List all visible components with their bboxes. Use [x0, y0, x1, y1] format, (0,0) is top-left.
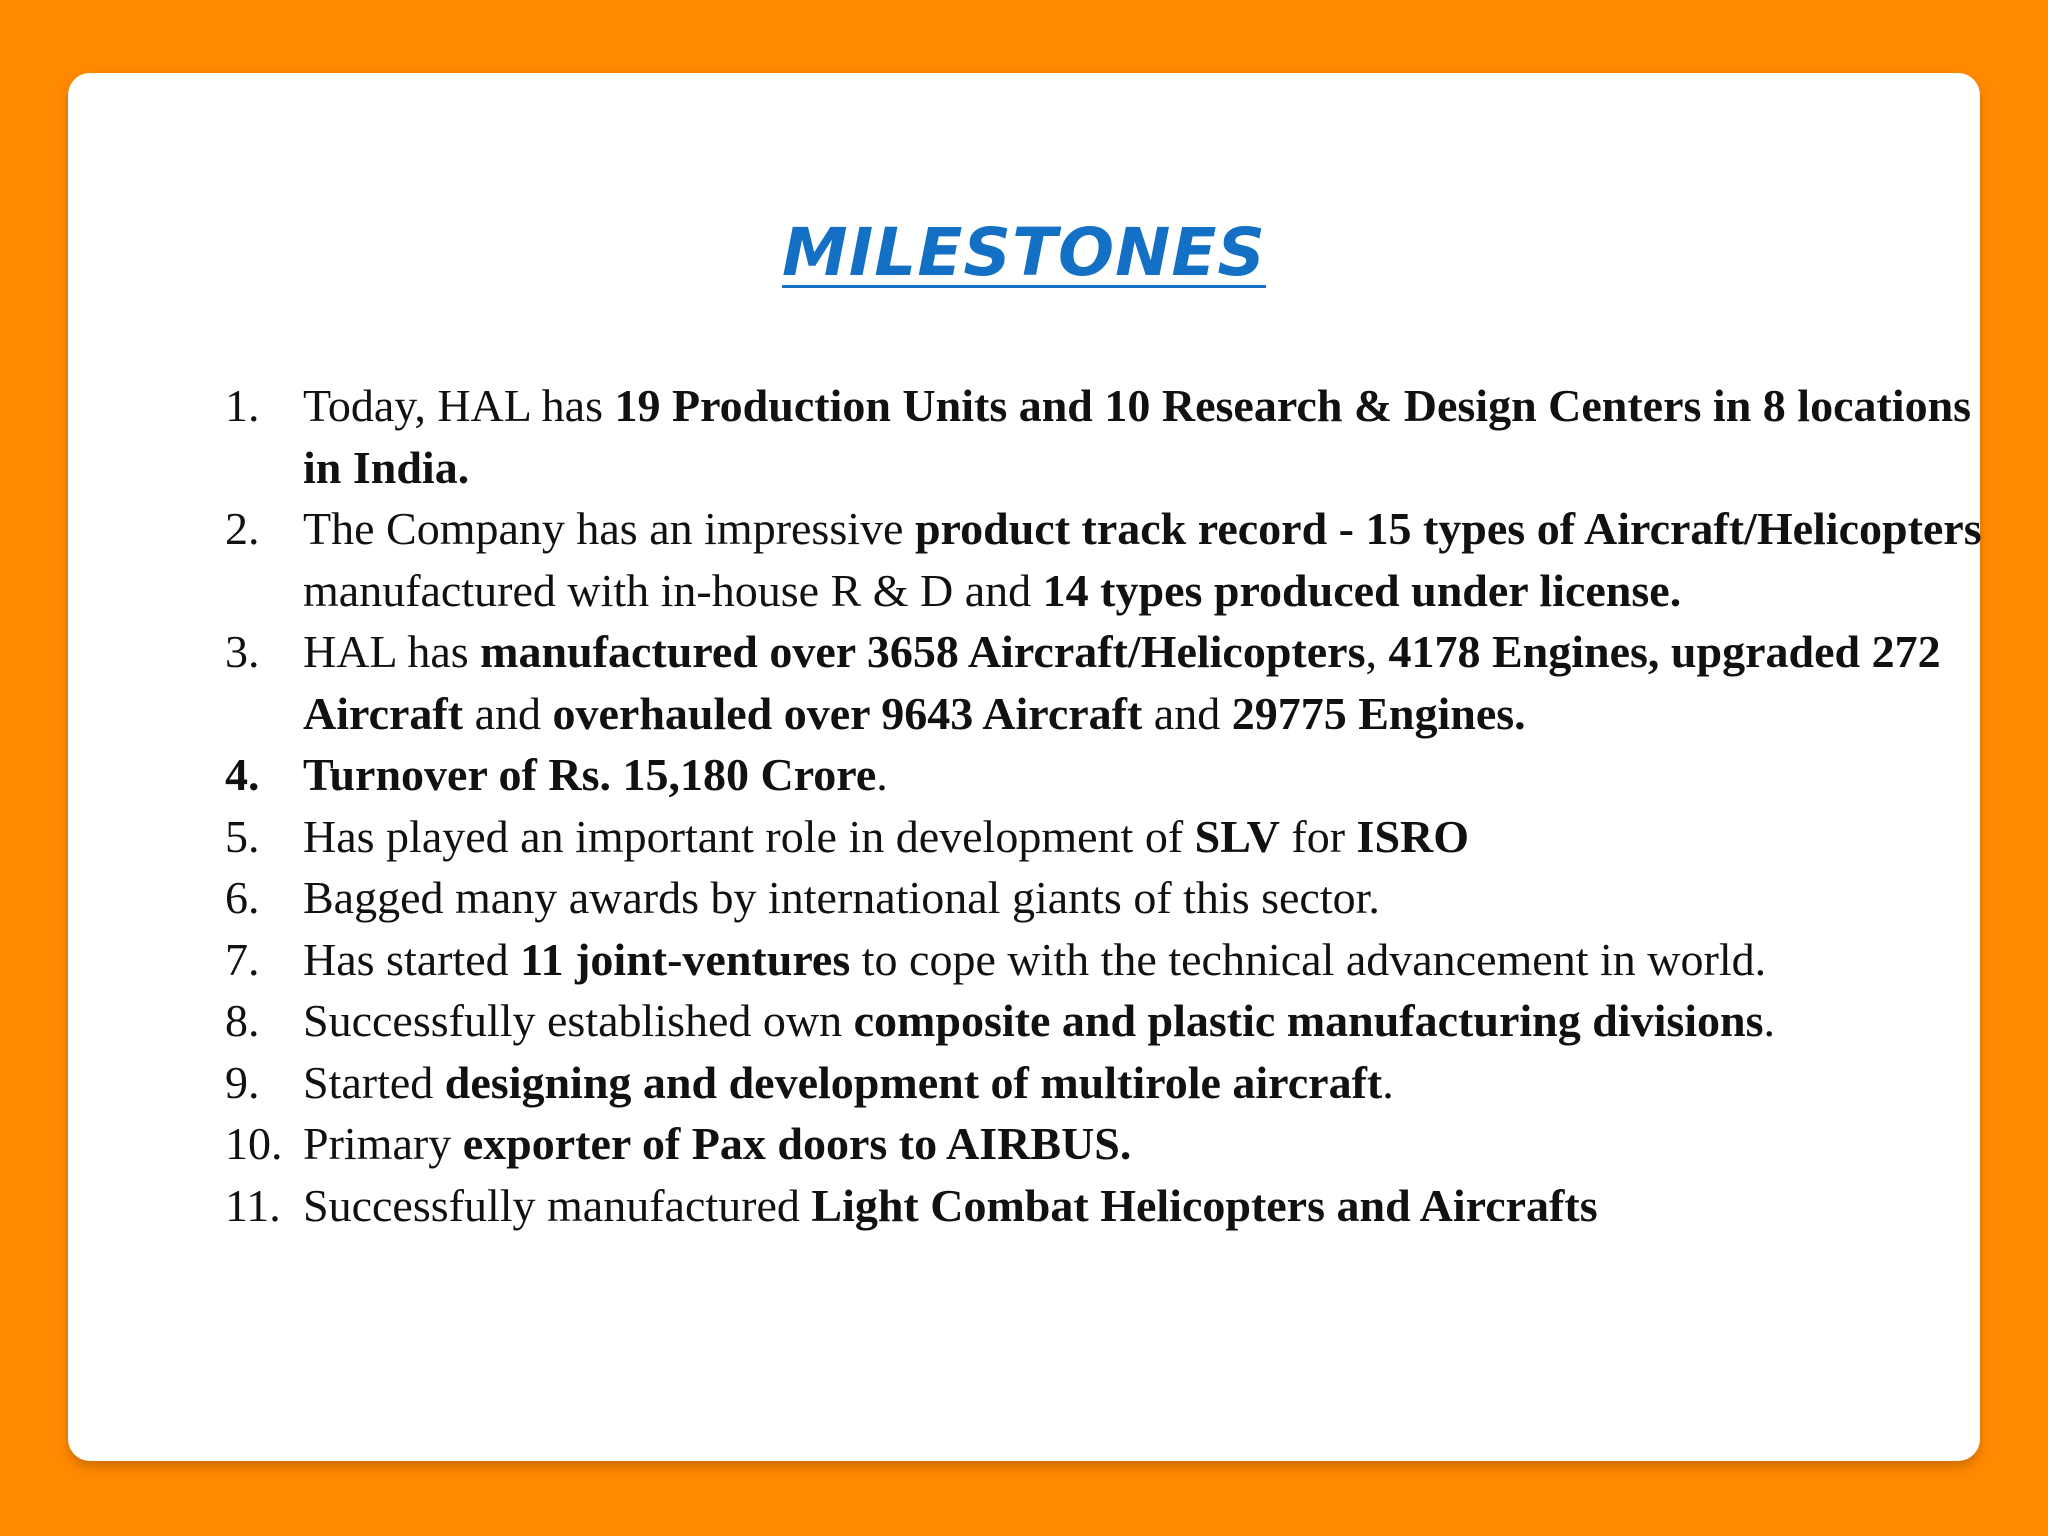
list-item — [225, 929, 1985, 991]
list-item-number: 2. — [225, 503, 260, 554]
list-item-text: Successfully established own composite and plastic manufacturing divisions. — [303, 995, 1776, 1046]
list-item — [225, 990, 1985, 1052]
list-item-number: 5. — [225, 810, 260, 862]
list-item — [225, 744, 1985, 806]
list-item — [225, 1175, 1985, 1237]
list-item — [225, 867, 1985, 929]
list-item-number: 7. — [225, 933, 260, 985]
list-item-number: 3. — [225, 626, 260, 677]
list-item-text: Started designing and development of multirole aircraft. — [303, 1056, 1394, 1108]
list-item-text: Has played an important role in development of SLV for ISRO — [303, 810, 1470, 862]
list-item-number: 1. — [225, 380, 260, 431]
list-item-text: Primary exporter of Pax doors to AIRBUS. — [303, 1118, 1132, 1169]
list-item-number: 8. — [225, 995, 260, 1046]
list-item-text: Successfully manufactured Light Combat Helicopters and Aircrafts — [303, 1179, 1598, 1231]
list-item-text: Turnover of Rs. 15,180 Crore. — [303, 749, 888, 800]
list-item — [225, 375, 1985, 498]
slide-card — [68, 73, 1980, 1461]
list-item-number: 11. — [225, 1179, 281, 1231]
slide-title: MILESTONES — [782, 214, 1266, 291]
list-item-text: The Company has an impressive product track record - 15 types of Aircraft/Helicopters manufactured with in-house R & D and 14 types produced under license. — [303, 503, 1982, 616]
list-item — [225, 498, 1985, 621]
list-item — [225, 1052, 1985, 1114]
list-item-number: 10. — [225, 1118, 283, 1169]
list-item-text: Has started 11 joint-ventures to cope with the technical advancement in world. — [303, 933, 1767, 985]
list-item-number: 4. — [225, 749, 260, 800]
list-item-number: 6. — [225, 872, 260, 923]
list-item — [225, 621, 1985, 744]
milestones-list — [225, 375, 1985, 1236]
list-item-text: HAL has manufactured over 3658 Aircraft/Helicopters, 4178 Engines, upgraded 272 Aircraft and overhauled over 9643 Aircraft and 29775 Engines. — [303, 626, 1941, 739]
list-item — [225, 806, 1985, 868]
list-item-text: Today, HAL has 19 Production Units and 10 Research & Design Centers in 8 locations in India. — [303, 380, 1972, 493]
list-item-text: Bagged many awards by international giants of this sector. — [303, 872, 1380, 923]
list-item-number: 9. — [225, 1056, 260, 1108]
list-item — [225, 1113, 1985, 1175]
